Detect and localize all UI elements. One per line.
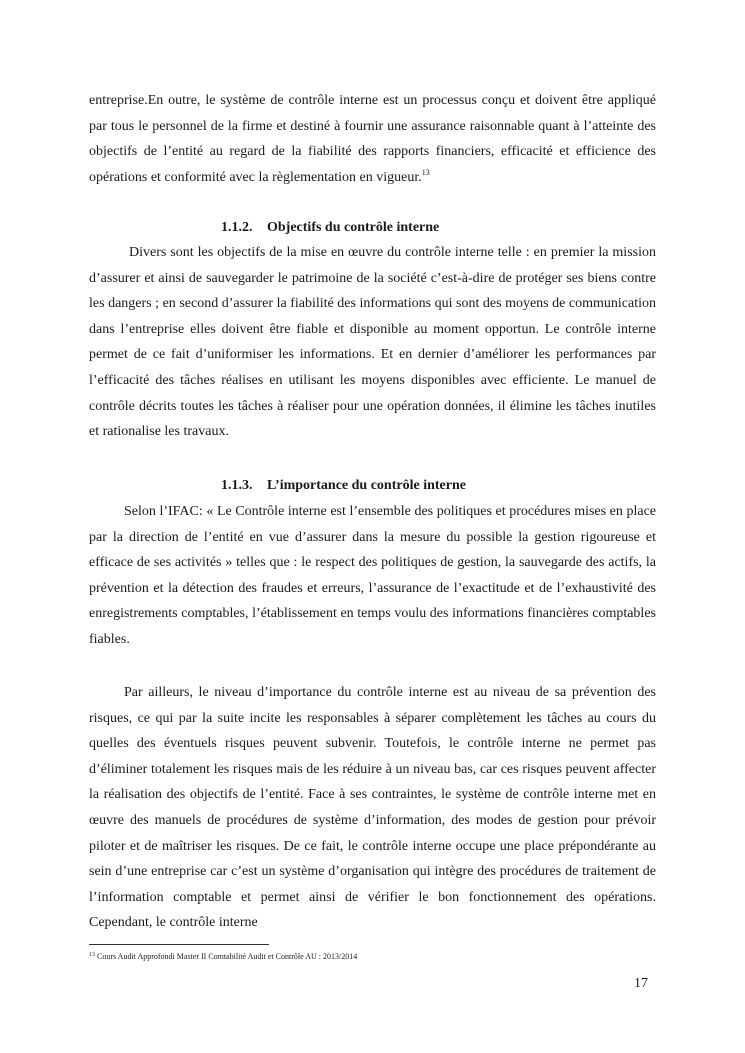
footnote-text: Cours Audit Approfondi Master II Comtabilité Audit et Contrôle AU : 2013/2014 [97, 952, 358, 961]
page-number: 17 [634, 976, 648, 991]
footnote-reference[interactable]: 13 [421, 167, 430, 177]
importance-text-2: Par ailleurs, le niveau d’importance du contrôle interne est au niveau de sa prévention des risques, ce qui par la suite incite les responsables à séparer complètement les tâches au cours du quelles des éventuels risques peuvent subvenir. Toutefois, le contrôle interne ne permet pas d’éliminer totalement les risques mais de les réduire à un niveau bas, car ces risques peuvent affecter la réalisation des objectifs de l’entité. Face à ses contraintes, le système de contrôle interne met en œuvre des manuels de procédures de système d’information, des modes de gestion pour prévoir piloter et de maîtriser les risques. De ce fait, le contrôle interne occupe une place prépondérante au sein d’une entreprise car c’est un système d’organisation qui intègre des procédures de traitement de l’information comptable et permet ainsi de vérifier le bon fonctionnement des opérations. Cependant, le contrôle interne [89, 685, 656, 931]
objectifs-paragraph [89, 240, 656, 445]
importance-paragraph-2 [89, 680, 656, 936]
intro-paragraph [89, 88, 656, 190]
section-number: 1.1.3. [221, 478, 253, 493]
objectifs-text: Divers sont les objectifs de la mise en œuvre du contrôle interne telle : en premier la mission d’assurer et ainsi de sauvegarder le patrimoine de la société c’est-à-dire de protéger ses biens contre les dangers ; en second d’assurer la fiabilité des informations qui sont des moyens de communication dans l’entreprise elles doivent être fiable et disponible au moment opportun. Le contrôle interne permet de ce fait d’uniformiser les informations. Et en dernier d’améliorer les performances par l’efficacité des tâches réalises en utilisant les moyens disponibles avec efficiente. Le manuel de contrôle décrits toutes les tâches à réaliser pour une opération données, il élimine les tâches inutiles et rationalise les travaux. [89, 245, 656, 440]
footnote-divider [89, 944, 269, 945]
section-title: Objectifs du contrôle interne [267, 220, 440, 235]
footnote-number: 13 [89, 952, 95, 958]
footnote [89, 951, 357, 962]
importance-text-1: Selon l’IFAC: « Le Contrôle interne est l’ensemble des politiques et procédures mises en place par la direction de l’entité en vue d’assurer dans la mesure du possible la gestion rigoureuse et efficace de ses activités » telles que : le respect des politiques de gestion, la sauvegarde des actifs, la prévention et la détection des fraudes et erreurs, l’assurance de l’exactitude et de l’exhaustivité des enregistrements comptables, l’établissement en temps voulu des informations financières comptables fiables. [89, 504, 656, 647]
section-heading-objectifs [221, 218, 439, 238]
section-number: 1.1.2. [221, 220, 253, 235]
importance-paragraph-1 [89, 499, 656, 653]
section-heading-importance [221, 476, 466, 496]
intro-text: entreprise.En outre, le système de contrôle interne est un processus conçu et doivent être appliqué par tous le personnel de la firme et destiné à fournir une assurance raisonnable quant à l’atteinte des objectifs de l’entité au regard de la fiabilité des rapports financiers, efficacité et efficience des opérations et conformité avec la règlementation en vigueur. [89, 93, 656, 185]
section-title: L’importance du contrôle interne [267, 478, 466, 493]
